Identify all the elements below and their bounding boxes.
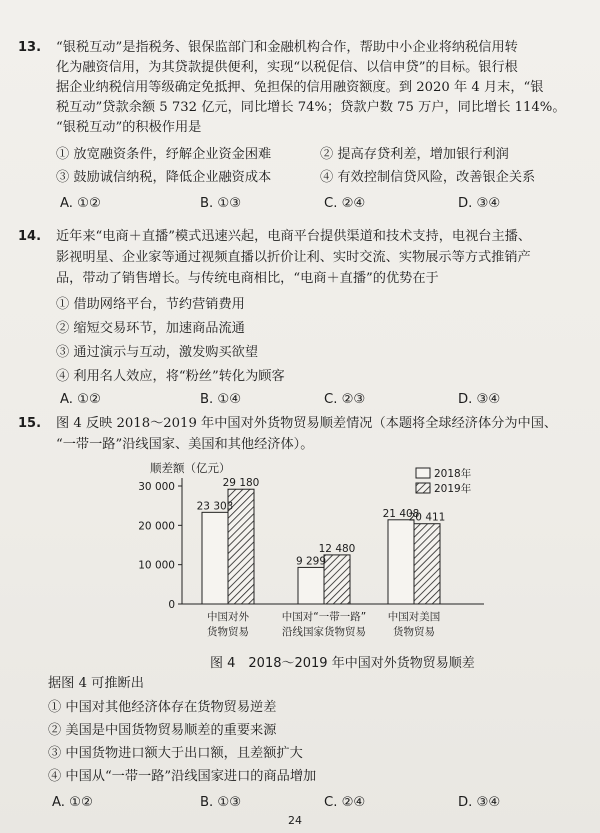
choice-d: D. ③④: [458, 392, 501, 407]
option-2: ② 提高存贷利差，增加银行利润: [320, 147, 509, 162]
question-number: 14.: [18, 229, 42, 244]
x-category-label: 货物贸易: [207, 626, 249, 638]
y-tick-label: 30 000: [138, 481, 175, 493]
x-category-label: 沿线国家货物贸易: [282, 626, 366, 638]
option-4: ④ 中国从“一带一路”沿线国家进口的商品增加: [48, 769, 317, 784]
x-category-label: 中国对美国: [387, 611, 441, 623]
choice-c: C. ②④: [324, 196, 366, 211]
y-tick-label: 20 000: [138, 520, 175, 533]
option-2: ② 缩短交易环节，加速商品流通: [56, 321, 245, 336]
question-text-line: “一带一路”沿线国家、美国和其他经济体）。: [56, 437, 314, 452]
choice-d: D. ③④: [458, 196, 501, 211]
choice-b: B. ①③: [200, 196, 242, 211]
bar-2019: [324, 555, 350, 604]
option-4: ④ 利用名人效应，将“粉丝”转化为顾客: [56, 369, 285, 384]
x-category-label: 中国对外: [207, 611, 249, 623]
bar-2018: [202, 512, 228, 604]
page-number: 24: [288, 814, 302, 827]
question-text-line: 税互动”贷款余额 5 732 亿元，同比增长 74%；贷款户数 75 万户，同比增长 114%。: [56, 100, 566, 115]
option-3: ③ 中国货物进口额大于出口额，且差额扩大: [48, 746, 303, 761]
choice-d: D. ③④: [458, 795, 501, 810]
bar-2018: [388, 520, 414, 604]
choice-c: C. ②④: [324, 795, 366, 810]
x-category-label: 货物贸易: [393, 626, 435, 638]
y-axis-label: 顺差额（亿元）: [150, 461, 231, 475]
x-category-label: 中国对“一带一路”: [281, 611, 367, 623]
inference-prompt: 据图 4 可推断出: [48, 676, 144, 691]
bar-value-label: 29 180: [222, 477, 260, 490]
bar-value-label: 23 303: [196, 500, 234, 513]
bar-value-label: 9 299: [295, 555, 327, 568]
question-text-line: 据企业纳税信用等级确定免抵押、免担保的信用融资额度。到 2020 年 4 月末，“银: [56, 80, 544, 95]
bar-value-label: 12 480: [318, 542, 356, 555]
legend-swatch: [416, 468, 430, 478]
y-tick-label: 0: [168, 599, 175, 611]
question-number: 15.: [18, 416, 42, 431]
bar-value-label: 21 408: [382, 507, 420, 520]
option-2: ② 美国是中国货物贸易顺差的重要来源: [48, 723, 277, 738]
choice-a: A. ①②: [60, 196, 101, 211]
option-4: ④ 有效控制信贷风险，改善银企关系: [320, 170, 536, 185]
trade-surplus-bar-chart: [120, 456, 500, 646]
bar-value-label: 20 411: [408, 511, 446, 524]
legend-swatch: [416, 483, 430, 493]
legend-label: 2018年: [434, 468, 472, 480]
legend: [416, 467, 472, 495]
option-1: ① 放宽融资条件，纾解企业资金困难: [56, 147, 272, 162]
y-tick-label: 10 000: [138, 559, 175, 572]
choice-b: B. ①③: [200, 795, 242, 810]
question-number: 13.: [18, 40, 42, 55]
choice-a: A. ①②: [52, 795, 93, 810]
figure-caption: 图 4 2018～2019 年中国对外货物贸易顺差: [210, 656, 475, 671]
question-text-line: 影视明星、企业家等通过视频直播以折价让利、实时交流、实物展示等方式推销产: [56, 250, 531, 265]
choice-c: C. ②③: [324, 392, 366, 407]
bar-2018: [298, 567, 324, 604]
legend-label: 2019年: [434, 483, 472, 495]
x-category-labels: [207, 610, 440, 638]
question-text-line: “银税互动”是指税务、银保监部门和金融机构合作，帮助中小企业将纳税信用转: [56, 40, 518, 55]
question-text-line: 品，带动了销售增长。与传统电商相比，“电商＋直播”的优势在于: [56, 271, 439, 286]
question-text-line: 图 4 反映 2018～2019 年中国对外货物贸易顺差情况（本题将全球经济体分为中国、: [56, 416, 558, 431]
option-1: ① 借助网络平台，节约营销费用: [56, 297, 245, 312]
question-text-line: “银税互动”的积极作用是: [56, 120, 202, 135]
option-3: ③ 通过演示与互动，激发购买欲望: [56, 345, 259, 360]
question-text-line: 化为融资信用，为其贷款提供便利，实现“以税促信、以信申贷”的目标。银行根: [56, 60, 518, 75]
choice-b: B. ①④: [200, 392, 242, 407]
y-ticks: [138, 481, 182, 611]
question-text-line: 近年来“电商＋直播”模式迅速兴起，电商平台提供渠道和技术支持，电视台主播、: [56, 229, 532, 244]
option-1: ① 中国对其他经济体存在货物贸易逆差: [48, 700, 277, 715]
choice-a: A. ①②: [60, 392, 101, 407]
bar-2019: [414, 524, 440, 604]
option-3: ③ 鼓励诚信纳税，降低企业融资成本: [56, 170, 272, 185]
